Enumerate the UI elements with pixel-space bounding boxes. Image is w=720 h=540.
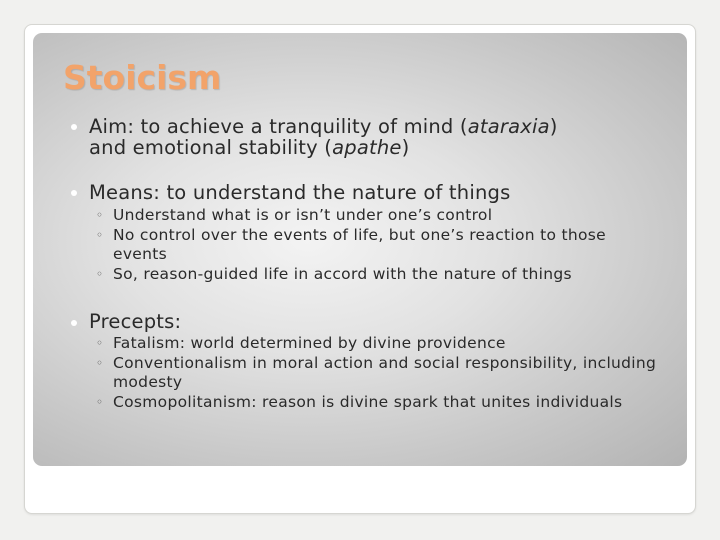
aim-text-close: ) [549,115,558,138]
precepts-subitem: ◦ Conventionalism in moral action and social responsibility, including modesty [96,354,657,391]
bullet-dot [71,124,77,130]
bullet-precepts: Precepts: [89,310,182,333]
sub-bullet-marker: ◦ [96,395,104,409]
aim-term-apathe: apathe [332,136,402,159]
sub-bullet-marker: ◦ [96,228,104,242]
bullet-means: Means: to understand the nature of things [89,181,511,204]
sub-bullet-marker: ◦ [96,208,104,222]
slide-title: Stoicism [63,58,222,97]
aim-text-end: ) [401,136,410,159]
bullet-dot [71,320,77,326]
means-subitem: ◦ No control over the events of life, but one’s reaction to those events [96,226,607,263]
sub-bullet-marker: ◦ [96,336,104,350]
bullet-aim [89,116,669,158]
precepts-subitem: ◦ Cosmopolitanism: reason is divine spark that unites individuals [96,393,623,411]
means-subitem: ◦ Understand what is or isn’t under one’s control [96,206,493,224]
aim-text-line2: and emotional stability ( [89,136,333,159]
bullet-dot [71,190,77,196]
means-subitem: ◦ So, reason-guided life in accord with the nature of things [96,265,572,283]
aim-text: Aim: to achieve a tranquility of mind ( [89,115,468,138]
aim-term-ataraxia: ataraxia [467,115,550,138]
sub-bullet-marker: ◦ [96,356,104,370]
sub-bullet-marker: ◦ [96,267,104,281]
precepts-subitem: ◦ Fatalism: world determined by divine providence [96,334,506,352]
